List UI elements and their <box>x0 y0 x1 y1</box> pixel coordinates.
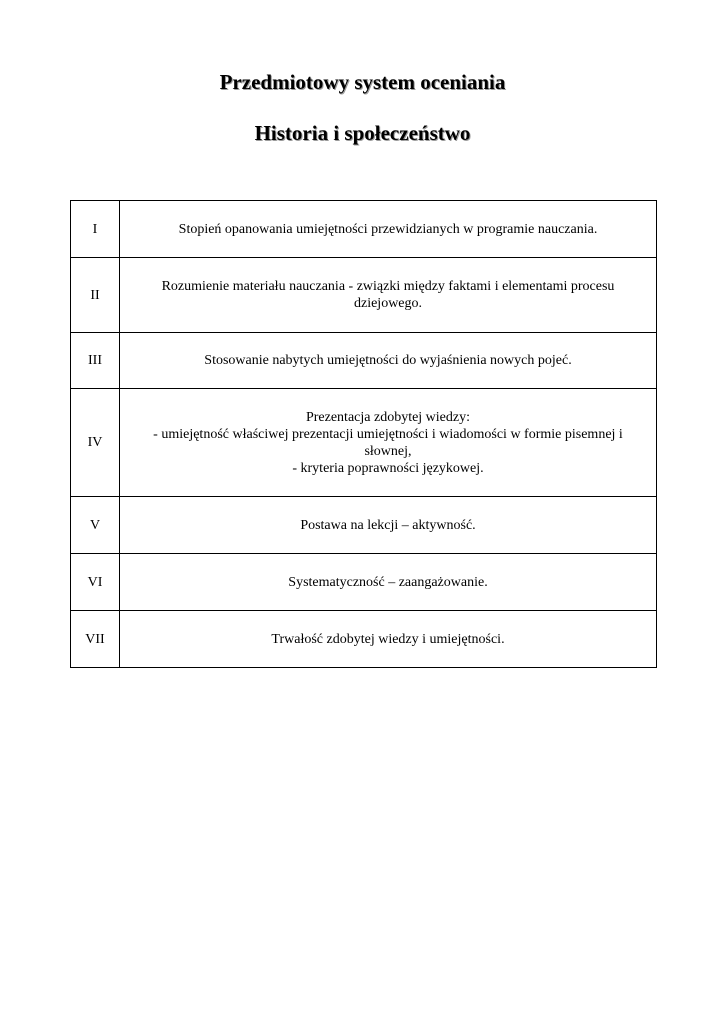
row-numeral: I <box>71 201 120 258</box>
document-title: Przedmiotowy system oceniania <box>219 70 506 94</box>
row-description <box>120 611 657 668</box>
table-row <box>71 201 657 258</box>
row-description <box>120 201 657 258</box>
table-row <box>71 333 657 389</box>
description-line: Rozumienie materiału nauczania - związki między faktami i elementami procesu dziejowego. <box>161 279 615 311</box>
row-numeral: VI <box>71 554 120 611</box>
description-line: Systematyczność – zaangażowanie. <box>288 574 488 590</box>
row-description <box>120 258 657 333</box>
criteria-table <box>70 200 657 668</box>
description-line: Postawa na lekcji – aktywność. <box>300 517 476 533</box>
row-description <box>120 333 657 389</box>
row-description <box>120 497 657 554</box>
description-line: Prezentacja zdobytej wiedzy: <box>305 409 471 425</box>
row-numeral: IV <box>71 389 120 497</box>
description-line: Stopień opanowania umiejętności przewidzianych w programie nauczania. <box>178 221 598 237</box>
row-numeral: II <box>71 258 120 333</box>
description-line: - umiejętność właściwej prezentacji umiejętności i wiadomości w formie pisemnej i słownej, <box>153 426 623 459</box>
row-description <box>120 554 657 611</box>
table-row <box>71 258 657 333</box>
row-numeral: VII <box>71 611 120 668</box>
description-line: - kryteria poprawności językowej. <box>292 460 484 476</box>
description-line: Trwałość zdobytej wiedzy i umiejętności. <box>271 631 505 647</box>
table-row <box>71 389 657 497</box>
table-row <box>71 611 657 668</box>
description-line: Stosowanie nabytych umiejętności do wyjaśnienia nowych pojeć. <box>204 353 572 368</box>
row-numeral: V <box>71 497 120 554</box>
document-subtitle: Historia i społeczeństwo <box>254 121 471 145</box>
table-row <box>71 554 657 611</box>
table-row <box>71 497 657 554</box>
row-numeral: III <box>71 333 120 389</box>
row-description <box>120 389 657 497</box>
